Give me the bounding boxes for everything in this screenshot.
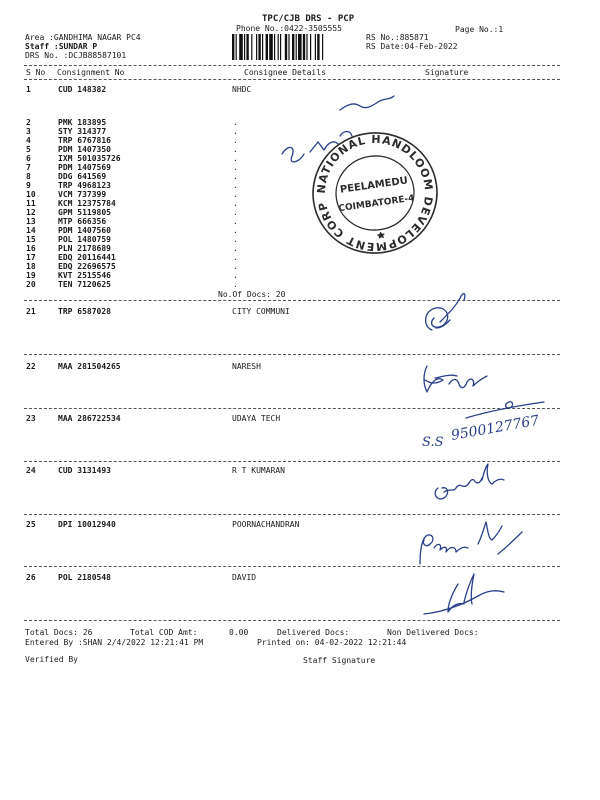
row-sno: 9: [26, 181, 31, 190]
stamp-ring-text: NATIONAL HANDLOOM DEVELOPMENT CORPN LTD: [295, 127, 436, 254]
row-consignment: TRP 6587028: [58, 307, 111, 316]
row-sno: 21: [26, 307, 36, 316]
divider: [24, 354, 560, 355]
verified-by: Verified By: [25, 655, 78, 664]
table-row: [0, 262, 600, 271]
row-sno: 1: [26, 85, 31, 94]
row-sno: 2: [26, 118, 31, 127]
drs-number: DRS No. :DCJB88587101: [25, 51, 127, 60]
entered-by: Entered By :SHAN 2/4/2022 12:21:41 PM: [25, 638, 204, 647]
staff-label: Staff :SUNDAR P: [25, 42, 98, 51]
row-sno: 4: [26, 136, 31, 145]
barcode-bar: [266, 34, 268, 60]
barcode-bar: [310, 34, 311, 60]
barcode-bar: [232, 34, 234, 60]
row-dot: .: [233, 262, 238, 271]
divider: [24, 79, 560, 80]
row-dot: .: [233, 226, 238, 235]
barcode-bar: [288, 34, 289, 60]
row-sno: 17: [26, 253, 36, 262]
row-dot: .: [233, 217, 238, 226]
barcode-bar: [322, 34, 323, 60]
row-consignment: PMK 183895: [58, 118, 107, 127]
page-number: Page No.:1: [455, 25, 504, 34]
barcode-bar: [251, 34, 252, 60]
row-dot: .: [233, 244, 238, 253]
row-dot: .: [233, 127, 238, 136]
barcode-bar: [303, 34, 305, 60]
row-consignment: IXM 501035726: [58, 154, 121, 163]
report-title: TPC/CJB DRS - PCP: [262, 14, 355, 24]
total-cod-value: 0.00: [229, 628, 249, 637]
table-row: [0, 208, 600, 217]
row-consignment: DDG 641569: [58, 172, 107, 181]
row-dot: .: [233, 190, 238, 199]
signature: [415, 358, 505, 398]
table-row: [0, 253, 600, 262]
row-consignment: PDM 1407560: [58, 226, 111, 235]
barcode-bar: [292, 34, 294, 60]
row-consignee: UDAYA TECH: [232, 414, 281, 423]
table-row: [0, 244, 600, 253]
barcode-bar: [296, 34, 297, 60]
row-consignment: TEN 7120625: [58, 280, 111, 289]
signature: [418, 572, 518, 622]
no-of-docs: No.Of Docs: 20: [218, 290, 286, 299]
row-consignee: DAVID: [232, 573, 257, 582]
row-consignee: NHDC: [232, 85, 252, 94]
barcode-bar: [298, 34, 302, 60]
barcode: [232, 34, 360, 60]
total-docs: Total Docs: 26: [25, 628, 93, 637]
col-sno: S No: [26, 68, 46, 77]
row-dot: .: [233, 181, 238, 190]
table-row: [0, 226, 600, 235]
barcode-bar: [258, 34, 260, 60]
row-consignment: KVT 2515546: [58, 271, 111, 280]
col-signature: Signature: [425, 68, 469, 77]
barcode-bar: [239, 34, 243, 60]
delivered-docs: Delivered Docs:: [277, 628, 350, 637]
row-sno: 18: [26, 262, 36, 271]
row-consignment: PDM 1407569: [58, 163, 111, 172]
row-dot: .: [233, 154, 238, 163]
row-dot: .: [233, 172, 238, 181]
table-row: [0, 307, 600, 316]
rs-number: RS No.:885871: [366, 33, 429, 42]
row-dot: .: [233, 253, 238, 262]
barcode-bar: [306, 34, 307, 60]
row-sno: 26: [26, 573, 36, 582]
row-sno: 11: [26, 199, 36, 208]
barcode-bar: [285, 34, 287, 60]
table-row: [0, 362, 600, 371]
rs-date: RS Date:04-Feb-2022: [366, 42, 458, 51]
row-sno: 25: [26, 520, 36, 529]
row-consignment: MAA 286722534: [58, 414, 121, 423]
row-sno: 13: [26, 217, 36, 226]
row-consignee: POORNACHANDRAN: [232, 520, 300, 529]
row-dot: .: [233, 118, 238, 127]
staff-signature: Staff Signature: [303, 656, 376, 665]
row-consignment: TRP 6767816: [58, 136, 111, 145]
handwritten-phone: 9500127767: [449, 412, 541, 444]
row-sno: 24: [26, 466, 36, 475]
barcode-bar: [280, 34, 281, 60]
stamp-line2: COIMBATORE-4: [337, 193, 416, 215]
row-dot: .: [233, 271, 238, 280]
handwritten-phone-prefix: S.S: [422, 435, 444, 450]
row-consignment: POL 2180548: [58, 573, 111, 582]
row-consignment: VCM 737399: [58, 190, 107, 199]
area-label: Area :GANDHIMA NAGAR PC4: [25, 33, 141, 42]
row-sno: 19: [26, 271, 36, 280]
row-sno: 14: [26, 226, 36, 235]
row-sno: 6: [26, 154, 31, 163]
row-dot: .: [233, 208, 238, 217]
row-sno: 3: [26, 127, 31, 136]
row-consignment: MTP 666356: [58, 217, 107, 226]
row-dot: .: [233, 163, 238, 172]
row-consignment: GPM 5119805: [58, 208, 111, 217]
row-sno: 12: [26, 208, 36, 217]
row-sno: 22: [26, 362, 36, 371]
barcode-bar: [256, 34, 257, 60]
row-sno: 7: [26, 163, 31, 172]
row-consignment: POL 1480759: [58, 235, 111, 244]
signature: [410, 290, 480, 350]
barcode-bar: [317, 34, 319, 60]
barcode-bar: [315, 34, 316, 60]
row-sno: 5: [26, 145, 31, 154]
printed-on: Printed on: 04-02-2022 12:21:44: [257, 638, 407, 647]
table-row: [0, 235, 600, 244]
barcode-bar: [274, 34, 275, 60]
row-consignment: STY 314377: [58, 127, 107, 136]
row-consignee: NARESH: [232, 362, 261, 371]
row-consignment: EDQ 22696575: [58, 262, 116, 271]
signature: [428, 460, 518, 510]
row-consignment: PDM 1407350: [58, 145, 111, 154]
table-row: [0, 280, 600, 289]
row-sno: 23: [26, 414, 36, 423]
row-dot: .: [233, 280, 238, 289]
barcode-bar: [236, 34, 237, 60]
barcode-bar: [244, 34, 245, 60]
barcode-bar: [262, 34, 263, 60]
handwritten-mark: [270, 92, 410, 192]
row-dot: .: [233, 136, 238, 145]
row-sno: 10: [26, 190, 36, 199]
row-consignment: PLN 2178689: [58, 244, 111, 253]
table-row: [0, 271, 600, 280]
row-consignment: TRP 4968123: [58, 181, 111, 190]
col-consignment: Consignment No: [57, 68, 125, 77]
row-consignment: KCM 12375784: [58, 199, 116, 208]
row-sno: 16: [26, 244, 36, 253]
row-consignee: CITY COMMUNI: [232, 307, 290, 316]
row-consignee: R T KUMARAN: [232, 466, 285, 475]
row-consignment: DPI 10012940: [58, 520, 116, 529]
table-row: [0, 217, 600, 226]
row-sno: 15: [26, 235, 36, 244]
table-row: [0, 199, 600, 208]
barcode-bar: [269, 34, 273, 60]
signature: [418, 396, 568, 456]
row-consignment: CUD 148382: [58, 85, 107, 94]
divider: [24, 65, 560, 66]
row-sno: 8: [26, 172, 31, 181]
phone-number: Phone No.:0422-3505555: [236, 24, 342, 33]
total-cod-label: Total COD Amt:: [130, 628, 198, 637]
row-sno: 20: [26, 280, 36, 289]
signature: [412, 514, 532, 574]
row-dot: .: [233, 199, 238, 208]
stamp-line1: PEELAMEDU: [339, 175, 409, 196]
barcode-bar: [278, 34, 279, 60]
non-delivered-docs: Non Delivered Docs:: [387, 628, 479, 637]
barcode-bar: [246, 34, 248, 60]
col-consignee: Consignee Details: [244, 68, 326, 77]
row-consignment: CUD 3131493: [58, 466, 111, 475]
row-consignment: EDQ 20116441: [58, 253, 116, 262]
row-dot: .: [233, 235, 238, 244]
row-consignment: MAA 281504265: [58, 362, 121, 371]
row-dot: .: [233, 145, 238, 154]
